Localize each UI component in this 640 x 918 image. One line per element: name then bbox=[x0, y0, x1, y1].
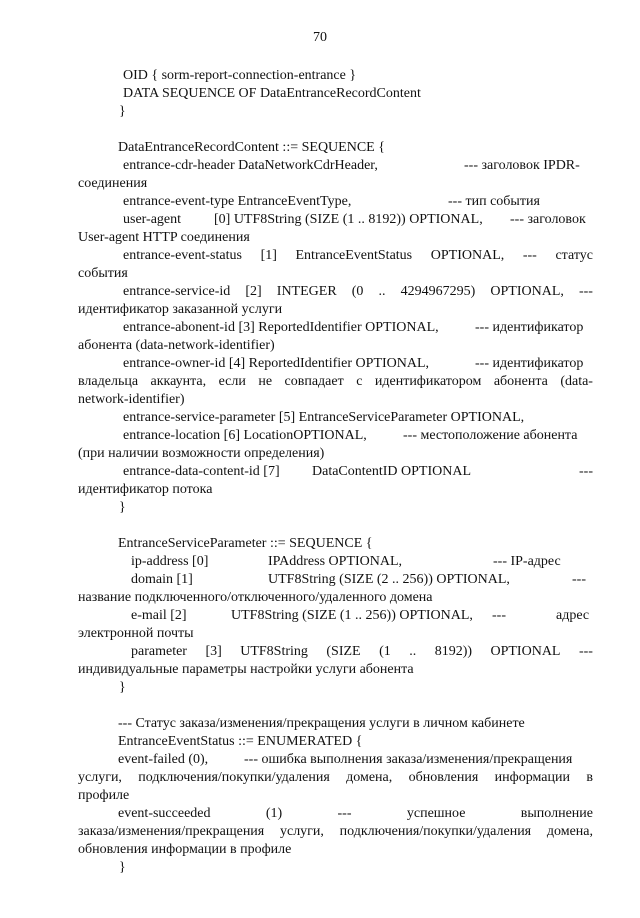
location-comment: --- местоположение абонента bbox=[403, 428, 578, 443]
service-id-cont: идентификатор заказанной услуги bbox=[78, 302, 283, 317]
content-id-field: entrance-data-content-id [7] bbox=[123, 464, 280, 479]
domain-type: UTF8String (SIZE (2 .. 256)) OPTIONAL, bbox=[268, 572, 510, 587]
abonent-id-field: entrance-abonent-id [3] ReportedIdentifier OPTIONAL, bbox=[123, 320, 439, 335]
domain-cont: название подключенного/отключенного/удаленного домена bbox=[78, 590, 433, 605]
domain-field: domain [1] bbox=[131, 572, 193, 587]
parameter-cont: индивидуальные параметры настройки услуги абонента bbox=[78, 662, 414, 677]
block3-close-brace: } bbox=[119, 680, 126, 695]
event-status-line: entrance-event-status [1] EntranceEventStatus OPTIONAL, --- статус bbox=[123, 248, 593, 263]
event-succeeded-cont-line: заказа/изменения/прекращения услуги, подключения/покупки/удаления домена, bbox=[78, 824, 593, 839]
event-failed-field: event-failed (0), bbox=[118, 752, 209, 767]
event-succeeded-cont2: обновления информации в профиле bbox=[78, 842, 292, 857]
ip-address-type: IPAddress OPTIONAL, bbox=[268, 554, 403, 569]
data-entrance-record-header: DataEntranceRecordContent ::= SEQUENCE { bbox=[118, 140, 385, 155]
ip-address-field: ip-address [0] bbox=[131, 554, 209, 569]
email-comment-word: адрес bbox=[556, 608, 590, 623]
service-parameter-field: entrance-service-parameter [5] EntranceServiceParameter OPTIONAL, bbox=[123, 410, 525, 425]
user-agent-type: [0] UTF8String (SIZE (1 .. 8192)) OPTIONAL, bbox=[214, 212, 483, 227]
cdr-header-comment: --- заголовок IPDR- bbox=[464, 158, 580, 173]
owner-id-cont-line: владельца аккаунта, если не совпадает с идентификатором абонента (data- bbox=[78, 374, 593, 389]
event-failed-comment: --- ошибка выполнения заказа/изменения/прекращения bbox=[244, 752, 573, 767]
event-succeeded-line: event-succeeded (1) --- успешное выполнение bbox=[118, 806, 593, 821]
owner-id-comment: --- идентификатор bbox=[475, 356, 584, 371]
block1-close-brace: } bbox=[119, 104, 126, 119]
content-id-type: DataContentID OPTIONAL bbox=[312, 464, 472, 479]
event-failed-cont2: профиле bbox=[78, 788, 130, 803]
block4-close-brace: } bbox=[119, 860, 126, 875]
email-type: UTF8String (SIZE (1 .. 256)) OPTIONAL, bbox=[231, 608, 473, 623]
user-agent-comment-cont: User-agent HTTP соединения bbox=[78, 230, 250, 245]
oid-line: OID { sorm-report-connection-entrance } bbox=[123, 68, 357, 83]
user-agent-field: user-agent bbox=[123, 212, 182, 227]
block2-close-brace: } bbox=[119, 500, 126, 515]
event-type-comment: --- тип события bbox=[448, 194, 540, 209]
event-failed-cont-line: услуги, подключения/покупки/удаления домена, обновления информации в bbox=[78, 770, 593, 785]
content-id-comment: --- bbox=[579, 464, 593, 479]
owner-id-field: entrance-owner-id [4] ReportedIdentifier OPTIONAL, bbox=[123, 356, 430, 371]
service-parameter-header: EntranceServiceParameter ::= SEQUENCE { bbox=[118, 536, 373, 551]
event-status-enum-header: EntranceEventStatus ::= ENUMERATED { bbox=[118, 734, 363, 749]
service-id-line: entrance-service-id [2] INTEGER (0 .. 4294967295) OPTIONAL, --- bbox=[123, 284, 593, 299]
event-status-cont: события bbox=[78, 266, 128, 281]
page-number: 70 bbox=[313, 30, 327, 45]
user-agent-comment: --- заголовок bbox=[510, 212, 586, 227]
status-comment: --- Статус заказа/изменения/прекращения услуги в личном кабинете bbox=[118, 716, 525, 731]
cdr-header-comment-cont: соединения bbox=[78, 176, 148, 191]
abonent-id-cont: абонента (data-network-identifier) bbox=[78, 338, 275, 353]
parameter-line: parameter [3] UTF8String (SIZE (1 .. 8192)) OPTIONAL --- bbox=[131, 644, 593, 659]
email-cont: электронной почты bbox=[78, 626, 194, 641]
ip-address-comment: --- IP-адрес bbox=[493, 554, 561, 569]
email-field: e-mail [2] bbox=[131, 608, 187, 623]
abonent-id-comment: --- идентификатор bbox=[475, 320, 584, 335]
email-comment: --- bbox=[492, 608, 506, 623]
location-field: entrance-location [6] LocationOPTIONAL, bbox=[123, 428, 367, 443]
domain-comment: --- bbox=[572, 572, 586, 587]
cdr-header-field: entrance-cdr-header DataNetworkCdrHeader, bbox=[123, 158, 378, 173]
event-type-field: entrance-event-type EntranceEventType, bbox=[123, 194, 352, 209]
data-sequence-line: DATA SEQUENCE OF DataEntranceRecordContent bbox=[123, 86, 421, 101]
owner-id-cont2: network-identifier) bbox=[78, 392, 185, 407]
content-id-cont: идентификатор потока bbox=[78, 482, 213, 497]
location-cont: (при наличии возможности определения) bbox=[78, 446, 325, 461]
